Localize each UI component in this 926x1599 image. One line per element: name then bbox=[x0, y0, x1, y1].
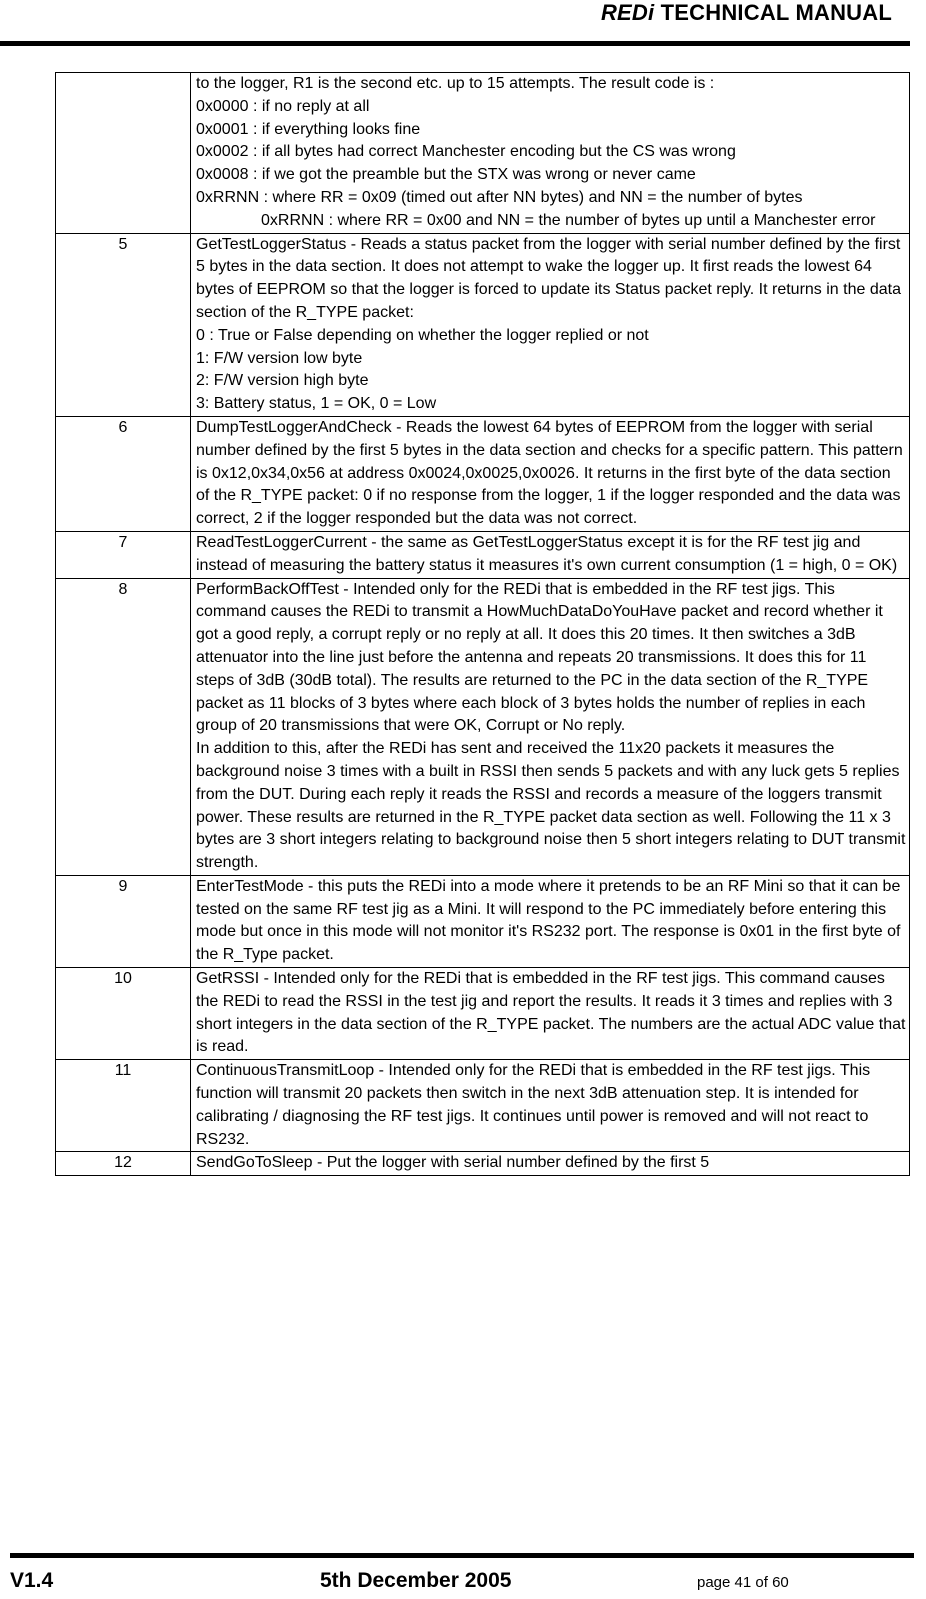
description-line: SendGoToSleep - Put the logger with serial number defined by the first 5 bbox=[196, 1154, 710, 1172]
command-number: 8 bbox=[56, 578, 191, 875]
header-brand: REDi bbox=[600, 0, 655, 25]
command-description bbox=[191, 1060, 910, 1152]
footer-page-number: page 41 of 60 bbox=[697, 1574, 789, 1591]
footer-version: V1.4 bbox=[10, 1569, 54, 1592]
description-line: 3: Battery status, 1 = OK, 0 = Low bbox=[196, 395, 437, 413]
description-line: ReadTestLoggerCurrent - the same as GetTestLoggerStatus except it is for the RF test jig and instead of measuring the battery status it measures it's own current consumption (1 = high, 0 = OK) bbox=[196, 533, 898, 574]
description-line: DumpTestLoggerAndCheck - Reads the lowest 64 bytes of EEPROM from the logger with serial number defined by the first 5 bytes in the data section and checks for a specific pattern. This pattern is 0x12,0x34,0x56 at address 0x0024,0x0025,0x0026. It returns in the first byte of the data section of the R_TYPE packet: 0 if no response from the logger, 1 if the logger responded and the data was correct, 2 if the logger responded but the data was not correct. bbox=[196, 418, 903, 528]
description-line: 0x0000 : if no reply at all bbox=[196, 97, 370, 115]
table-row bbox=[56, 1060, 910, 1152]
command-description bbox=[191, 875, 910, 967]
table-row bbox=[56, 233, 910, 416]
description-line: 1: F/W version low byte bbox=[196, 349, 363, 367]
command-number: 5 bbox=[56, 233, 191, 416]
description-line: 0x0001 : if everything looks fine bbox=[196, 120, 421, 138]
table-row bbox=[56, 1152, 910, 1176]
command-number: 9 bbox=[56, 875, 191, 967]
description-line: 0x0008 : if we got the preamble but the STX was wrong or never came bbox=[196, 166, 696, 184]
description-line: GetRSSI - Intended only for the REDi that is embedded in the RF test jigs. This command causes the REDi to read the RSSI in the test jig and report the results. It reads it 3 times and replies with 3 short integers in the data section of the R_TYPE packet. The numbers are the actual ADC value that is read. bbox=[196, 970, 906, 1056]
description-line: 0x0002 : if all bytes had correct Manchester encoding but the CS was wrong bbox=[196, 143, 736, 161]
description-line: ContinuousTransmitLoop - Intended only for the REDi that is embedded in the RF test jigs. This function will transmit 20 packets then switch in the next 3dB attenuation step. It is intended for calibrating / diagnosing the RF test jigs. It continues until power is removed and will not react to RS232. bbox=[196, 1062, 871, 1148]
description-line-indented: 0xRRNN : where RR = 0x00 and NN = the number of bytes up until a Manchester error bbox=[261, 211, 876, 229]
header-rule bbox=[0, 41, 910, 46]
description-line: PerformBackOffTest - Intended only for the REDi that is embedded in the RF test jigs. This command causes the REDi to transmit a HowMuchDataDoYouHave packet and record whether it got a good reply, a corrupt reply or no reply at all. It does this 20 times. It then switches a 3dB attenuator into the line just before the antenna and repeats 20 transmissions. It does this for 11 steps of 3dB (30dB total). The results are returned to the PC in the data section of the R_TYPE packet as 11 blocks of 3 bytes where each block of 3 bytes holds the number of replies in each group of 20 transmissions that were OK, Corrupt or No reply. bbox=[196, 580, 883, 735]
command-number: 7 bbox=[56, 531, 191, 578]
table-row bbox=[56, 968, 910, 1060]
command-description bbox=[191, 531, 910, 578]
description-line: 0xRRNN : where RR = 0x09 (timed out after NN bytes) and NN = the number of bytes bbox=[196, 188, 803, 206]
command-description bbox=[191, 73, 910, 234]
table-row bbox=[56, 73, 910, 234]
command-number: 10 bbox=[56, 968, 191, 1060]
command-number bbox=[56, 73, 191, 234]
table-row bbox=[56, 416, 910, 531]
table-row bbox=[56, 578, 910, 875]
page-header-title bbox=[601, 0, 892, 26]
command-description bbox=[191, 416, 910, 531]
table-row bbox=[56, 875, 910, 967]
footer-date: 5th December 2005 bbox=[320, 1569, 512, 1592]
header-title-rest: TECHNICAL MANUAL bbox=[654, 0, 892, 25]
command-number: 11 bbox=[56, 1060, 191, 1152]
description-line: to the logger, R1 is the second etc. up to 15 attempts. The result code is : bbox=[196, 75, 715, 92]
table-row bbox=[56, 531, 910, 578]
description-line: EnterTestMode - this puts the REDi into a mode where it pretends to be an RF Mini so that it can be tested on the same RF test jig as a Mini. It will respond to the PC immediately before entering this mode but once in this mode will not monitor it's RS232 port. The response is 0x01 in the first byte of the R_Type packet. bbox=[196, 877, 901, 964]
command-number: 12 bbox=[56, 1152, 191, 1176]
description-line: 0 : True or False depending on whether the logger replied or not bbox=[196, 326, 649, 344]
command-table bbox=[55, 72, 910, 1176]
command-description bbox=[191, 1152, 910, 1176]
description-line: GetTestLoggerStatus - Reads a status packet from the logger with serial number defined by the first 5 bytes in the data section. It does not attempt to wake the logger up. It first reads the lowest 64 bytes of EEPROM so that the logger is forced to update its Status packet reply. It returns in the data section of the R_TYPE packet: bbox=[196, 235, 901, 321]
command-description bbox=[191, 968, 910, 1060]
command-description bbox=[191, 578, 910, 875]
command-number: 6 bbox=[56, 416, 191, 531]
command-description bbox=[191, 233, 910, 416]
footer-rule bbox=[10, 1553, 914, 1558]
description-line: 2: F/W version high byte bbox=[196, 372, 369, 390]
description-line: In addition to this, after the REDi has sent and received the 11x20 packets it measures the background noise 3 times with a built in RSSI then sends 5 packets and with any luck gets 5 replies from the DUT. During each reply it reads the RSSI and records a measure of the loggers transmit power. These results are returned in the R_TYPE packet data section as well. Following the 11 x 3 bytes are 3 short integers relating to background noise then 5 short integers relating to DUT transmit strength. bbox=[196, 740, 906, 872]
